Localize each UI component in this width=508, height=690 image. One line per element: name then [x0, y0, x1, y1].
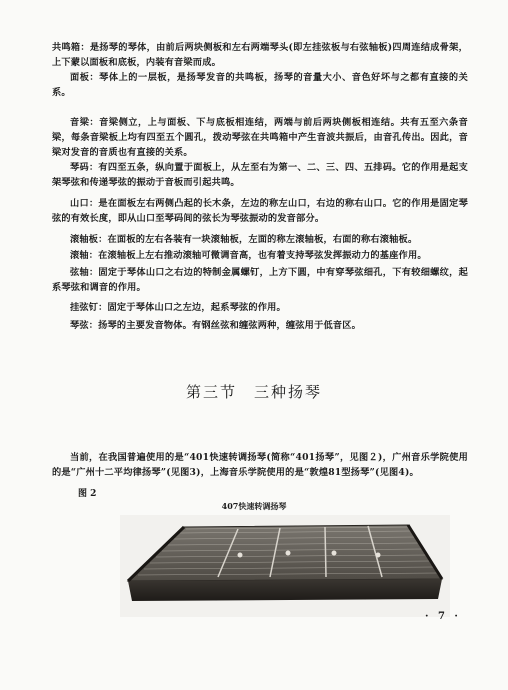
paragraph-nut: 山口：是在面板左右两侧凸起的长木条，左边的称左山口，右边的称右山口。它的作用是固定琴弦的有效长度，即从山口至琴码间的弦长为琴弦振动的发音部分。	[52, 198, 468, 224]
paragraph-roller: 滚轴：在滚轴板上左右推动滚轴可微调音高，也有着支持琴弦发挥振动力的基座作用。	[70, 250, 427, 261]
page-number: · 7 ·	[425, 611, 461, 622]
paragraph-resonance-box: 共鸣箱：是扬琴的琴体，由前后两块侧板和左右两端琴头(即左挂弦板与右弦轴板)四周连结成骨架，上下蒙以面板和底板，内装有音梁而成。	[52, 42, 468, 68]
figure-caption: 407快速转调扬琴	[221, 501, 287, 511]
paragraph-strings: 琴弦：扬琴的主要发音物体。有钢丝弦和缠弦两种，缠弦用于低音区。	[70, 320, 362, 331]
paragraph-bridge: 琴码：有四至五条，纵向置于面板上，从左至右为第一、二、三、四、五排码。它的作用是起支架琴弦和传递琴弦的振动于音板而引起共鸣。	[52, 162, 468, 188]
paragraph-tuning-pin: 弦轴：固定于琴体山口之右边的特制金属螺钉，上方下圆，中有穿琴弦细孔，下有较细螺纹，起系琴弦和调音的作用。	[52, 267, 468, 293]
figure-label: 图 2	[78, 489, 97, 499]
paragraph-hitch-pin: 挂弦钉：固定于琴体山口之左边，起系琴弦的作用。	[70, 302, 286, 313]
paragraph-sound-beam: 音梁：音梁侧立，上与面板、下与底板相连结，两端与前后两块侧板相连结。共有五至六条音梁，每条音梁板上均有四至五个圆孔，拨动琴弦在共鸣箱中产生音波共振后，由音孔传出。因此，音梁对发音的音质也有直接的关系。	[52, 117, 468, 158]
paragraph-roller-board: 滚轴板：在面板的左右各装有一块滚轴板，左面的称左滚轴板，右面的称右滚轴板。	[70, 234, 418, 245]
paragraph-soundboard: 面板：琴体上的一层板，是扬琴发音的共鸣板，扬琴的音量大小、音色好坏与之都有直接的关系。	[52, 72, 468, 98]
section-title: 第三节 三种扬琴	[185, 383, 322, 401]
intro-paragraph: 当前，在我国普遍使用的是“401快速转调扬琴(简称“401扬琴”，见图２)，广州音乐学院使用的是“广州十二平均律扬琴”(见图3)，上海音乐学院使用的是“敦煌81型扬琴”(见图4)。	[52, 452, 468, 478]
yangqin-photo	[120, 515, 450, 617]
